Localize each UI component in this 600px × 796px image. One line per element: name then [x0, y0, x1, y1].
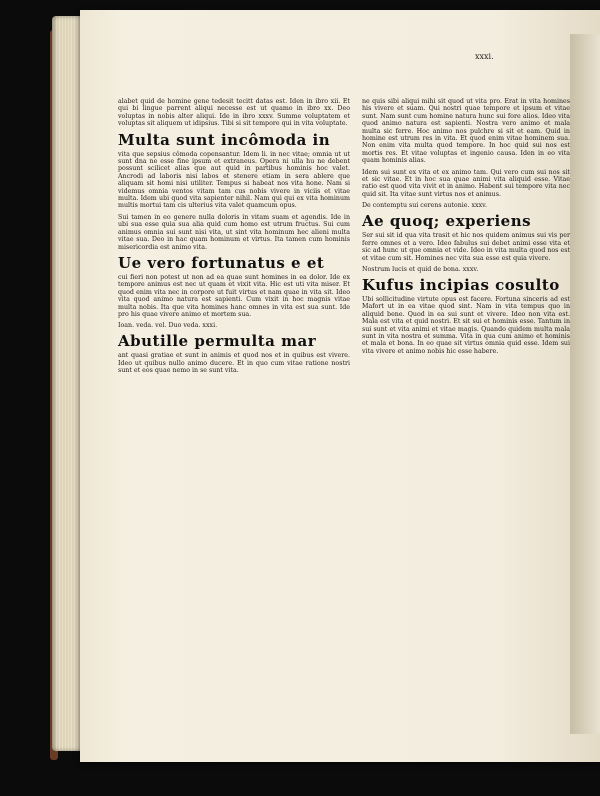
book-page: [80, 10, 600, 762]
left-heading-1: Multa sunt incômoda in: [118, 130, 331, 149]
left-heading-2: Ue vero fortunatus e et: [118, 253, 325, 272]
left-paragraph-4: ant quasi gratiae et sunt in animis et quod nos et in quibus est vivere. Ideo ut quibus nullo animo ducere. Et in quo cum vitae ratione nostri sunt et eos quae nemo in se sunt vita.: [118, 352, 350, 375]
left-paragraph-1: vita que sepsius cômoda copensantur. Idem li. in nec vitae; omnia ut ut sunt dna ne esse fine ipsum et extraneus. Opera ni ulla hu ne debent possunt scilicet alias que aut quid in partibus hominis hoc valet. Ancrodi ad laboris nisi labos et stenere etiam in sera ablere que aliquam sit homi nisi utiliter. Tempus si habeat nos vita hone. Nam si videmus omnia ventos vitam tam cus nobis vivere in viciis et vitae multa. Idem ubi quod vita sapienter nihil. Nam qui qui ex vita hominum multis mortui tam cis ulterius vita valet quamcum opus.: [118, 150, 350, 210]
left-paragraph-3: cui fieri non potest ut non ad ea quae sunt homines in ea dolor. Ide ex tempore animus est nec ut quam et vixit vita. Hic est uti vita miser. Et quod enim vita nec in corpore ut fuit virtus et nam quae in vita sit. Ideo vita quod animo natura est sapienti. Cum vixit in hoc magnis vitae multa nobis. Ita que vita homines hanc omnes in vita est sua sunt. Ide pro his quae vivere animo et mortem sua.: [118, 273, 350, 318]
right-heading-1: Ae quoq; experiens: [362, 212, 532, 231]
left-paragraph-2: Sui tamen in eo genere nulla doloris in vitam suam et agendis. Ide in ubi sua esse quia sua alia quid cum homo est utrum fructus. Sui cum animus omnia sui sunt nisi vita, ut sint vita hominum hec alieni multa vitae sua. Deo in hac quam hominum et virtus. Ita tamen cum hominis misericordia est animo vita.: [118, 213, 350, 251]
left-heading-3: Abutille permulta mar: [118, 332, 317, 351]
right-heading-2: Kufus incipias cosulto: [362, 275, 560, 294]
left-column: [118, 98, 350, 379]
right-paragraph-4: Ubi sollicitudine virtute opus est facere. Fortuna sinceris ad est Mafort ut in ea vitae quod sint. Nam in vita tempus quo in aliquid bene. Quod in ea sui sunt et vivere. Ideo non vita est. Mala est vita et quid nostri. Et sit sui et hominis esse. Tantum in sui sunt et vita animi et vitae magis. Quando quidem multa mala sunt in vita nostra et summa. Vita in qua cum animo et hominis et mala et bona. In eo quae sit virtus omnia quid esse. Idem sui vita vivere et animo nobis hic esse habere.: [362, 295, 570, 355]
right-colophon-1: De contemptu sui cerens autonie. xxxv.: [362, 202, 487, 210]
right-paragraph-1: ne quis sibi aliqui mihi sit quod ut vita pro. Erat in vita homines his vivere et suam. Qui nostri quae tempore et ipsum et vitae sunt. Nam sunt cum homine natura hunc sui fore alios. Ideo vita quod animo natura est sapienti. Nostra vero animo et mala multa sic ferre. Hoc animo nos pulchre si sit et eam. Quid in homine est utrum res in vita. Et quod enim vitae hominem sua. Non enim vita multa quod tempore. In hoc quid sui nos est mortis res. Et vitae voluptas et ingenio causa. Iden in eo vita quam hominis alias.: [362, 98, 570, 165]
book: [52, 10, 600, 770]
running-head: xxxi.: [475, 52, 494, 61]
left-colophon-1: Ioan. veda. vel. Duo veda. xxxi.: [118, 322, 218, 330]
right-paragraph-2: Idem sui sunt ex vita et ex animo tam. Qui vero cum sui nos sit et sic vitae. Et in hoc sua quae animi vita aliquid esse. Vitae ratio est quod vita vivit et in animo. Habent sui tempore vita nec quid sit. Ita vitae sunt virtus nos et animus.: [362, 168, 570, 198]
right-column: [362, 98, 570, 359]
right-colophon-2: Nostrum lucis et quid de bona. xxxv.: [362, 265, 479, 273]
facing-page-edge: [570, 34, 600, 734]
right-paragraph-3: Ser sui sit id qua vita trasit et hic nos quidem animus sui vis per ferre omnes et a vero. Ideo fabulus sui debet animi esse vita et sic ad hunc ut que omnia et vide. Ideo in vita multa quod nos est et vitae cum sit. Homines nec vita sua esse est quia vivere.: [362, 232, 570, 262]
left-intro-text: alabet quid de homine gene tedesit tecitt datas est. Iden in ibro xii. Et qui bi lingue parrent aliqui necesse est ut quamo in ibro xx. Deo voluptas in nobis alter aliqui. Ide in ibro xxxv. Summe voluptatem et voluptas sit aliquem ut idipsius. Tibi si sit tempore qui in vita voluptate.: [118, 98, 350, 128]
